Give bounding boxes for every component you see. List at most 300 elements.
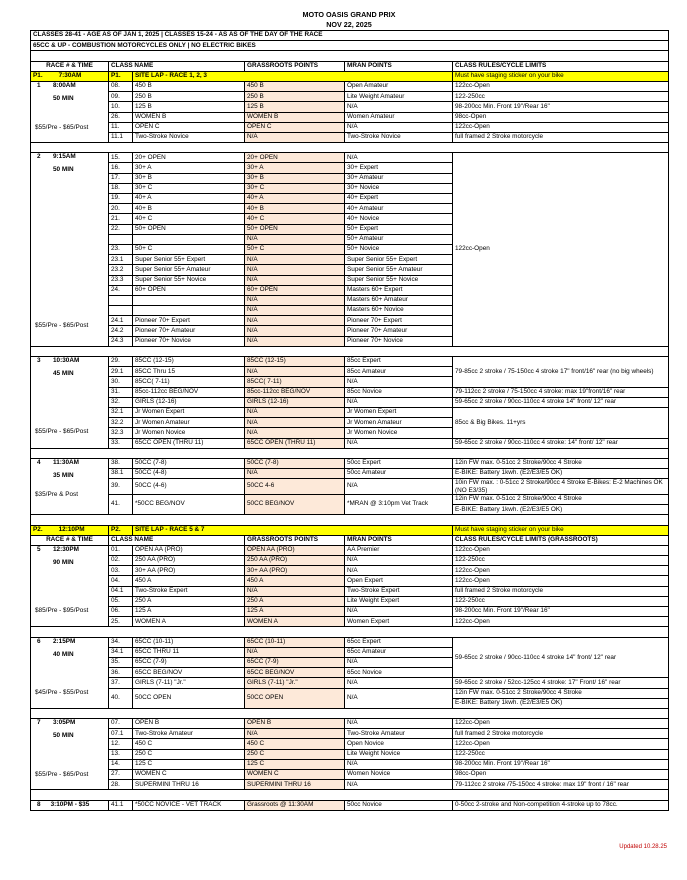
practice-note: Must have staging sticker on your bike <box>453 71 669 81</box>
table-row <box>31 556 669 566</box>
header-rules: CLASS RULES/CYCLE LIMITS (GRASSROOTS) <box>453 535 669 545</box>
class-rule: 122cc-Open <box>453 576 669 586</box>
class-name: 50CC (4-6) <box>133 479 245 495</box>
mran-class: Masters 60+ Novice <box>345 306 453 316</box>
class-rule: 122-250cc <box>453 596 669 606</box>
header-race-time: RACE # & TIME <box>31 61 109 71</box>
grassroots-class: GIRLS (7-11) "Jr." <box>245 678 345 688</box>
class-number <box>109 306 133 316</box>
spacer <box>31 790 669 800</box>
class-name: 20+ OPEN <box>133 153 245 163</box>
table-row <box>31 112 669 122</box>
class-name: 85cc-112cc BEG/NOV <box>133 387 245 397</box>
mran-class: N/A <box>345 759 453 769</box>
class-name: SUPERMINI THRU 16 <box>133 780 245 790</box>
class-number: 23. <box>109 244 133 254</box>
mran-class: N/A <box>345 438 453 448</box>
class-name: Two-Stroke Amateur <box>133 729 245 739</box>
class-rule: 98-200cc Min. Front 19"/Rear 16" <box>453 607 669 617</box>
race-price: $45/Pre - $55/Post <box>35 689 89 697</box>
class-number: 32.3 <box>109 428 133 438</box>
mran-class: 50cc Expert <box>345 458 453 468</box>
table-row <box>31 607 669 617</box>
table-row <box>31 143 669 153</box>
grassroots-class: N/A <box>245 132 345 142</box>
table-row <box>31 739 669 749</box>
class-rule: 98-200cc Min. Front 19"/Rear 16" <box>453 759 669 769</box>
race-info <box>31 458 109 514</box>
class-number: 19. <box>109 194 133 204</box>
table-row <box>31 387 669 397</box>
class-name: 125 B <box>133 102 245 112</box>
race-time: 10:30AM <box>53 357 80 364</box>
class-rule: 122cc-Open <box>453 122 669 132</box>
practice-num <box>31 525 109 535</box>
spacer <box>31 346 669 356</box>
mran-class: N/A <box>345 377 453 387</box>
class-name: *50CC NOVICE - VET TRACK <box>133 800 245 810</box>
class-name: 65CC (7-9) <box>133 657 245 667</box>
mran-class: N/A <box>345 153 453 163</box>
grassroots-class: 50+ C <box>245 244 345 254</box>
mran-class: N/A <box>345 479 453 495</box>
class-name: Super Senior 55+ Expert <box>133 255 245 265</box>
table-row <box>31 102 669 112</box>
class-name: 85CC (12-15) <box>133 357 245 367</box>
grassroots-class: WOMEN A <box>245 617 345 627</box>
mran-class: N/A <box>345 122 453 132</box>
mran-class: Jr Women Amateur <box>345 418 453 428</box>
class-number: 22. <box>109 224 133 234</box>
grassroots-class: 65CC OPEN (THRU 11) <box>245 438 345 448</box>
event-date: NOV 22, 2025 <box>326 20 372 29</box>
table-row <box>31 617 669 627</box>
grassroots-class: 65CC (7-9) <box>245 657 345 667</box>
mran-class: 65cc Amateur <box>345 647 453 657</box>
class-rule: full framed 2 Stroke motorcycle <box>453 586 669 596</box>
class-number: 04.1 <box>109 586 133 596</box>
table-row <box>31 749 669 759</box>
mran-class: 85cc Expert <box>345 357 453 367</box>
class-rule: 79-112cc 2 stroke / 75-150cc 4 stroke: max 19"front/16" rear <box>453 387 669 397</box>
mran-class: 50+ Amateur <box>345 234 453 244</box>
grassroots-class: 50+ OPEN <box>245 224 345 234</box>
race-duration: 45 MIN <box>53 370 74 377</box>
class-name: Jr Women Novice <box>133 428 245 438</box>
table-row <box>31 678 669 688</box>
class-number: 41. <box>109 494 133 514</box>
practice-time: 12:10PM <box>58 525 85 533</box>
grassroots-class: N/A <box>245 306 345 316</box>
table-row <box>31 479 669 495</box>
mran-class: Pioneer 70+ Amateur <box>345 326 453 336</box>
class-rule: 98cc-Open <box>453 112 669 122</box>
mran-class: 40+ Novice <box>345 214 453 224</box>
grassroots-class: N/A <box>245 326 345 336</box>
class-number: 17. <box>109 173 133 183</box>
class-name: Jr Women Amateur <box>133 418 245 428</box>
class-rule: 10in FW max. : 0-51cc 2 Stroke/90cc 4 Stroke E-Bikes: E-2 Machines OK (NO E3/35) <box>453 479 669 495</box>
class-rule: 98-200cc Min. Front 19"/Rear 16" <box>453 102 669 112</box>
mran-class: Super Senior 55+ Novice <box>345 275 453 285</box>
race-duration: 50 MIN <box>53 166 74 174</box>
table-row <box>31 346 669 356</box>
grassroots-class: 20+ OPEN <box>245 153 345 163</box>
class-number: 23.1 <box>109 255 133 265</box>
class-name: 50+ OPEN <box>133 224 245 234</box>
mran-class: N/A <box>345 566 453 576</box>
table-row <box>31 31 669 41</box>
class-number: 24.1 <box>109 316 133 326</box>
class-rule: 59-65cc 2 stroke / 52cc-125cc 4 stroke: 17" Front/ 16" rear <box>453 678 669 688</box>
grassroots-class: 40+ C <box>245 214 345 224</box>
practice-num2: P1. <box>109 71 133 81</box>
grassroots-class: 50CC (7-8) <box>245 458 345 468</box>
class-rule: E-BIKE: Battery 1kwh. (E2/E3/E5 OK) <box>453 469 669 479</box>
grassroots-class: 30+ B <box>245 173 345 183</box>
class-name: 50CC OPEN <box>133 688 245 708</box>
class-rule: 98cc-Open <box>453 770 669 780</box>
class-number: 31. <box>109 387 133 397</box>
class-name: Pioneer 70+ Expert <box>133 316 245 326</box>
class-name: 30+ AA (PRO) <box>133 566 245 576</box>
class-number: 02. <box>109 556 133 566</box>
grassroots-class: 125 B <box>245 102 345 112</box>
class-number: 27. <box>109 770 133 780</box>
class-rule: 79-112cc 2 stroke /75-150cc 4 stroke: max 19" front / 16" rear <box>453 780 669 790</box>
class-name: 85CC Thru 15 <box>133 367 245 377</box>
table-row <box>31 357 669 367</box>
table-row <box>31 688 669 698</box>
mran-class: N/A <box>345 678 453 688</box>
class-number: 25. <box>109 617 133 627</box>
class-number: 04. <box>109 576 133 586</box>
race-info <box>31 719 109 790</box>
grassroots-class: 30+ AA (PRO) <box>245 566 345 576</box>
class-number: 10. <box>109 102 133 112</box>
class-name: WOMEN C <box>133 770 245 780</box>
class-number: 40. <box>109 688 133 708</box>
class-name: 65CC (10-11) <box>133 637 245 647</box>
grassroots-class: 30+ A <box>245 163 345 173</box>
grassroots-class: OPEN B <box>245 719 345 729</box>
mran-class: N/A <box>345 607 453 617</box>
header-grassroots: GRASSROOTS POINTS <box>245 535 345 545</box>
table-row <box>31 81 669 91</box>
class-rule: 59-65cc 2 stroke / 90cc-110cc 4 stroke: 14" front/ 12" rear <box>453 438 669 448</box>
class-name: 40+ B <box>133 204 245 214</box>
class-rule: 122cc-Open <box>453 566 669 576</box>
class-rule: 122cc-Open <box>453 739 669 749</box>
practice-time: 7:30AM <box>58 72 82 80</box>
mran-class: N/A <box>345 780 453 790</box>
class-rule: 85cc & Big Bikes. 11+yrs <box>453 407 669 438</box>
grassroots-class: 40+ B <box>245 204 345 214</box>
race-time: 11:30AM <box>53 458 79 466</box>
class-number: 29.1 <box>109 367 133 377</box>
class-name <box>133 306 245 316</box>
mran-class: Super Senior 55+ Amateur <box>345 265 453 275</box>
class-name: 250 C <box>133 749 245 759</box>
mran-class: Women Novice <box>345 770 453 780</box>
race-number: 2 <box>37 153 41 161</box>
class-name: 50CC (4-8) <box>133 469 245 479</box>
class-number: 39. <box>109 479 133 495</box>
table-row <box>31 545 669 555</box>
table-row <box>31 407 669 417</box>
race-number: 8 <box>37 800 41 808</box>
race-number: 6 <box>37 637 41 645</box>
class-name: 65CC OPEN (THRU 11) <box>133 438 245 448</box>
mran-class: Masters 60+ Expert <box>345 285 453 295</box>
race-price: $35/Pre & Post <box>35 490 78 498</box>
class-number: 08. <box>109 81 133 91</box>
grassroots-class: 85cc-112cc BEG/NOV <box>245 387 345 397</box>
race-price: $55/Pre - $65/Post <box>35 322 89 330</box>
race-time: 3:10PM - $35 <box>50 800 90 808</box>
class-rule: 122cc-Open <box>453 719 669 729</box>
grassroots-class: N/A <box>245 275 345 285</box>
grassroots-class: 30+ C <box>245 183 345 193</box>
header-class-name: CLASS NAME <box>109 535 245 545</box>
class-name: Two-Stroke Expert <box>133 586 245 596</box>
class-rule: 122-250cc <box>453 556 669 566</box>
mran-class: *MRAN @ 3:10pm Vet Track <box>345 494 453 514</box>
practice-title: SITE LAP - RACE 5 & 7 <box>133 525 453 535</box>
table-row <box>31 494 669 504</box>
table-row <box>31 596 669 606</box>
class-name: 450 B <box>133 81 245 91</box>
mran-class: Super Senior 55+ Expert <box>345 255 453 265</box>
event-title: MOTO OASIS GRAND PRIX <box>302 10 396 19</box>
grassroots-class: N/A <box>245 336 345 346</box>
table-row <box>31 708 669 718</box>
class-number: 12. <box>109 739 133 749</box>
mran-class: Jr Women Novice <box>345 428 453 438</box>
table-row <box>31 458 669 468</box>
mran-class: N/A <box>345 657 453 667</box>
class-number: 32. <box>109 397 133 407</box>
race-duration: 90 MIN <box>53 558 74 566</box>
table-row <box>31 586 669 596</box>
grassroots-class: 50CC 4-6 <box>245 479 345 495</box>
table-row <box>31 469 669 479</box>
class-name: 250 B <box>133 92 245 102</box>
class-name: 65CC THRU 11 <box>133 647 245 657</box>
race-duration: 40 MIN <box>53 650 74 658</box>
class-number: 11.1 <box>109 132 133 142</box>
class-name: 85CC( 7-11) <box>133 377 245 387</box>
race-number: 1 <box>37 81 41 89</box>
mran-class: Lite Weight Amateur <box>345 92 453 102</box>
table-row <box>31 790 669 800</box>
class-rule: E-BIKE: Battery 1kwh. (E2/E3/E5 OK) <box>453 505 669 515</box>
mran-class: AA Premier <box>345 545 453 555</box>
class-name: Super Senior 55+ Novice <box>133 275 245 285</box>
class-name: 50CC (7-8) <box>133 458 245 468</box>
class-number: 34. <box>109 637 133 647</box>
practice-num <box>31 71 109 81</box>
class-number: 11. <box>109 122 133 132</box>
class-name: OPEN B <box>133 719 245 729</box>
class-name: 40+ A <box>133 194 245 204</box>
race-info <box>31 357 109 449</box>
class-name: 450 A <box>133 576 245 586</box>
class-name: 30+ C <box>133 183 245 193</box>
grassroots-class: N/A <box>245 255 345 265</box>
grassroots-class: N/A <box>245 316 345 326</box>
class-rule: full framed 2 Stroke motorcycle <box>453 729 669 739</box>
race-info <box>31 637 109 708</box>
race-info <box>31 153 109 347</box>
mran-class: 85cc Novice <box>345 387 453 397</box>
practice-title: SITE LAP - RACE 1, 2, 3 <box>133 71 453 81</box>
class-name: 30+ B <box>133 173 245 183</box>
table-row <box>31 780 669 790</box>
class-name: 250 A <box>133 596 245 606</box>
class-name: *50CC BEG/NOV <box>133 494 245 514</box>
class-name: 450 C <box>133 739 245 749</box>
header-mran: MRAN POINTS <box>345 535 453 545</box>
class-rule: 12in FW max. 0-51cc 2 Stroke/90cc 4 Stroke <box>453 458 669 468</box>
table-row <box>31 576 669 586</box>
class-rule: 122cc-Open <box>453 153 669 347</box>
class-number: 20. <box>109 204 133 214</box>
grassroots-class: OPEN AA (PRO) <box>245 545 345 555</box>
mran-class: Open Novice <box>345 739 453 749</box>
grassroots-class: N/A <box>245 647 345 657</box>
class-number <box>109 234 133 244</box>
class-number: 15. <box>109 153 133 163</box>
class-rule: 122-250cc <box>453 92 669 102</box>
class-name <box>133 234 245 244</box>
table-row <box>31 729 669 739</box>
mran-class: Women Amateur <box>345 112 453 122</box>
mran-class: Pioneer 70+ Novice <box>345 336 453 346</box>
practice-label: P1. <box>33 72 43 80</box>
race-number: 4 <box>37 458 41 466</box>
mran-class: Lite Weight Expert <box>345 596 453 606</box>
mran-class: Masters 60+ Amateur <box>345 295 453 305</box>
class-rule: 12in FW max. 0-51cc 2 Stroke/90cc 4 Stroke <box>453 494 669 504</box>
class-number: 35. <box>109 657 133 667</box>
table-row <box>31 566 669 576</box>
mran-class: 40+ Expert <box>345 194 453 204</box>
mran-class: Two-Stroke Expert <box>345 586 453 596</box>
table-row <box>31 637 669 647</box>
class-number: 07.1 <box>109 729 133 739</box>
race-price: $55/Pre - $65/Post <box>35 428 89 436</box>
grassroots-class: N/A <box>245 265 345 275</box>
mran-class: 65cc Expert <box>345 637 453 647</box>
practice-num2: P2. <box>109 525 133 535</box>
mran-class: 50cc Amateur <box>345 469 453 479</box>
grassroots-class: 50CC BEG/NOV <box>245 494 345 514</box>
class-name <box>133 295 245 305</box>
table-row <box>31 122 669 132</box>
class-name: OPEN C <box>133 122 245 132</box>
class-name: 60+ OPEN <box>133 285 245 295</box>
grassroots-class: WOMEN C <box>245 770 345 780</box>
header-class-name: CLASS NAME <box>109 61 245 71</box>
spacer <box>31 448 669 458</box>
class-number: 28. <box>109 780 133 790</box>
class-rule: 122cc-Open <box>453 545 669 555</box>
grassroots-class: N/A <box>245 367 345 377</box>
race-number: 7 <box>37 719 41 727</box>
table-row <box>31 153 669 163</box>
mran-class: Lite Weight Novice <box>345 749 453 759</box>
mran-class: N/A <box>345 556 453 566</box>
class-rule: 122cc-Open <box>453 81 669 91</box>
grassroots-class: N/A <box>245 407 345 417</box>
race-info <box>31 545 109 627</box>
class-number <box>109 295 133 305</box>
grassroots-class: 450 C <box>245 739 345 749</box>
class-name: Two-Stroke Novice <box>133 132 245 142</box>
class-rule: 59-65cc 2 stroke / 90cc-110cc 4 stroke 14" front/ 12" rear <box>453 637 669 678</box>
mran-class: N/A <box>345 102 453 112</box>
grassroots-class: 65CC (10-11) <box>245 637 345 647</box>
table-row <box>31 770 669 780</box>
practice-label: P2. <box>33 525 43 533</box>
grassroots-class: SUPERMINI THRU 16 <box>245 780 345 790</box>
grassroots-class: 65CC BEG/NOV <box>245 668 345 678</box>
grassroots-class: OPEN C <box>245 122 345 132</box>
race-price: $55/Pre - $65/Post <box>35 123 89 131</box>
grassroots-class: 50CC OPEN <box>245 688 345 708</box>
age-notice: CLASSES 28-41 - AGE AS OF JAN 1, 2025 | CLASSES 15-24 - AS AS OF THE DAY OF THE RACE <box>31 31 669 41</box>
grassroots-class: 450 A <box>245 576 345 586</box>
table-row <box>31 132 669 142</box>
grassroots-class: GIRLS (12-16) <box>245 397 345 407</box>
mran-class: 30+ Expert <box>345 163 453 173</box>
class-number: 05. <box>109 596 133 606</box>
class-number: 34.1 <box>109 647 133 657</box>
class-number: 29. <box>109 357 133 367</box>
spacer <box>31 708 669 718</box>
race-number: 5 <box>37 545 41 553</box>
race-info <box>31 800 109 810</box>
race-time: 9:15AM <box>53 153 76 161</box>
mran-class: N/A <box>345 719 453 729</box>
class-number: 24.3 <box>109 336 133 346</box>
spacer <box>31 627 669 637</box>
class-name: Pioneer 70+ Novice <box>133 336 245 346</box>
updated-note: Updated 10.28.25 <box>619 844 667 850</box>
class-rule: full framed 2 Stroke motorcycle <box>453 132 669 142</box>
race-duration: 50 MIN <box>53 732 74 740</box>
race-info <box>31 81 109 142</box>
class-number: 23.3 <box>109 275 133 285</box>
grassroots-class: WOMEN B <box>245 112 345 122</box>
table-row <box>31 397 669 407</box>
class-number: 16. <box>109 163 133 173</box>
class-rule: 122cc-Open <box>453 617 669 627</box>
bike-notice: 65CC & UP - COMBUSTION MOTORCYCLES ONLY | NO ELECTRIC BIKES <box>31 41 669 51</box>
race-duration: 35 MIN <box>53 471 74 479</box>
class-rule: 122-250cc <box>453 749 669 759</box>
grassroots-class: 250 B <box>245 92 345 102</box>
grassroots-class: 125 C <box>245 759 345 769</box>
table-row <box>31 719 669 729</box>
class-name: 40+ C <box>133 214 245 224</box>
class-number: 26. <box>109 112 133 122</box>
table-row <box>31 41 669 51</box>
class-name: Pioneer 70+ Amateur <box>133 326 245 336</box>
mran-class: Open Expert <box>345 576 453 586</box>
grassroots-class: N/A <box>245 234 345 244</box>
